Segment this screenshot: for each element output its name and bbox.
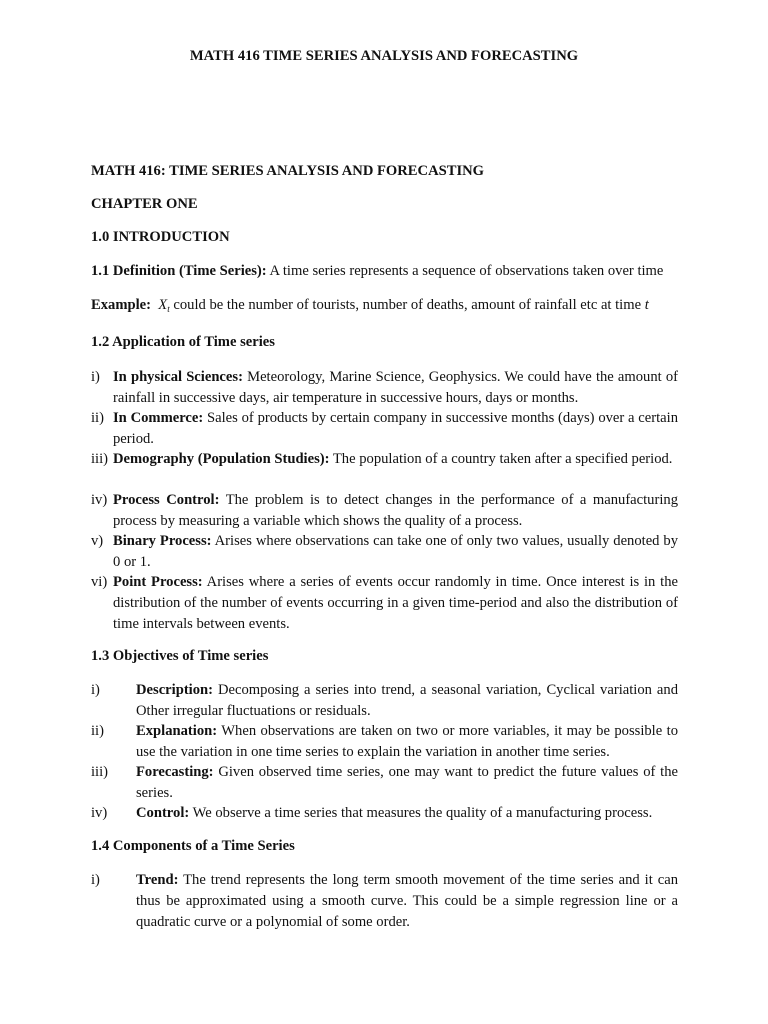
application-item-term: In Commerce: <box>113 410 204 426</box>
objective-item-term: Forecasting: <box>136 764 214 780</box>
objectives-heading: 1.3 Objectives of Time series <box>91 648 269 664</box>
application-item-number: v) <box>91 533 104 549</box>
application-item-term: Binary Process: <box>113 533 212 549</box>
objective-item-body <box>136 680 678 722</box>
definition-text: A time series represents a sequence of observations taken over time <box>266 263 664 279</box>
application-item-number: vi) <box>91 574 108 590</box>
objective-item-number: iv) <box>91 805 108 821</box>
component-item-number: i) <box>91 872 100 888</box>
component-item-term: Trend: <box>136 872 179 888</box>
application-item-number: iii) <box>91 451 109 467</box>
objective-item-number: i) <box>91 682 100 698</box>
objective-item-term: Explanation: <box>136 723 218 739</box>
definition-label: 1.1 Definition (Time Series): <box>91 263 267 279</box>
objective-item-number: ii) <box>91 723 104 739</box>
application-item-term: Point Process: <box>113 574 203 590</box>
application-item-text: Arises where a series of events occur randomly in time. Once interest is in the distribution of the number of events occurring in a given time-period and also the distribution of time intervals between events. <box>113 574 678 632</box>
application-item-text: The problem is to detect changes in the performance of a manufacturing process by measuring a variable which shows the quality of a process. <box>113 492 678 529</box>
running-header: MATH 416 TIME SERIES ANALYSIS AND FORECASTING <box>189 48 579 64</box>
application-item-body <box>113 367 678 409</box>
application-item-text: Sales of products by certain company in successive months (days) over a certain period. <box>113 410 678 447</box>
example-variable: X <box>158 297 168 313</box>
objective-item-number: iii) <box>91 764 109 780</box>
application-item-body <box>113 449 678 470</box>
application-item-body <box>113 531 678 573</box>
objective-item-body <box>136 803 678 824</box>
application-item-term: Process Control: <box>113 492 220 508</box>
components-heading: 1.4 Components of a Time Series <box>91 838 295 854</box>
application-item-number: ii) <box>91 410 104 426</box>
application-item-body <box>113 572 678 635</box>
component-item-body <box>136 870 678 933</box>
document-title: MATH 416: TIME SERIES ANALYSIS AND FORECASTING <box>91 163 485 179</box>
application-item-text: Arises where observations can take one of only two values, usually denoted by 0 or 1. <box>113 533 678 570</box>
example-paragraph <box>91 295 691 320</box>
objective-item-body <box>136 721 678 763</box>
objective-item-text: When observations are taken on two or more variables, it may be possible to use the variation in one time series to explain the variation in another time series. <box>136 723 678 760</box>
component-item-text: The trend represents the long term smooth movement of the time series and it can thus be approximated using a smooth curve. This could be a simple regression line or a quadratic curve or a polynomial of some order. <box>136 872 678 930</box>
application-item-number: i) <box>91 369 100 385</box>
component-item <box>91 870 678 940</box>
application-item-body <box>113 408 678 450</box>
application-item-number: iv) <box>91 492 108 508</box>
example-label: Example: <box>91 297 151 313</box>
definition-paragraph <box>91 261 691 282</box>
objective-item-text: We observe a time series that measures the quality of a manufacturing process. <box>189 805 653 821</box>
intro-heading: 1.0 INTRODUCTION <box>91 229 230 245</box>
objective-item-term: Control: <box>136 805 190 821</box>
objective-item-text: Decomposing a series into trend, a seasonal variation, Cyclical variation and Other irregular fluctuations or residuals. <box>136 682 678 719</box>
application-item-term: Demography (Population Studies): <box>113 451 330 467</box>
objective-item-term: Description: <box>136 682 214 698</box>
chapter-heading: CHAPTER ONE <box>91 196 198 212</box>
objective-item-body <box>136 762 678 804</box>
application-item <box>91 572 678 642</box>
objective-item-text: Given observed time series, one may want to predict the future values of the series. <box>136 764 678 801</box>
application-item-term: In physical Sciences: <box>113 369 243 385</box>
application-item-text: The population of a country taken after a specified period. <box>329 451 673 467</box>
application-item-text: Meteorology, Marine Science, Geophysics. We could have the amount of rainfall in successive days, air temperature in successive hours, days or months. <box>113 369 679 406</box>
example-subscript: t <box>167 304 170 314</box>
applications-heading: 1.2 Application of Time series <box>91 334 275 350</box>
example-text: could be the number of tourists, number of deaths, amount of rainfall etc at time <box>169 297 645 313</box>
application-item-body <box>113 490 678 532</box>
example-time-variable: t <box>644 297 649 313</box>
